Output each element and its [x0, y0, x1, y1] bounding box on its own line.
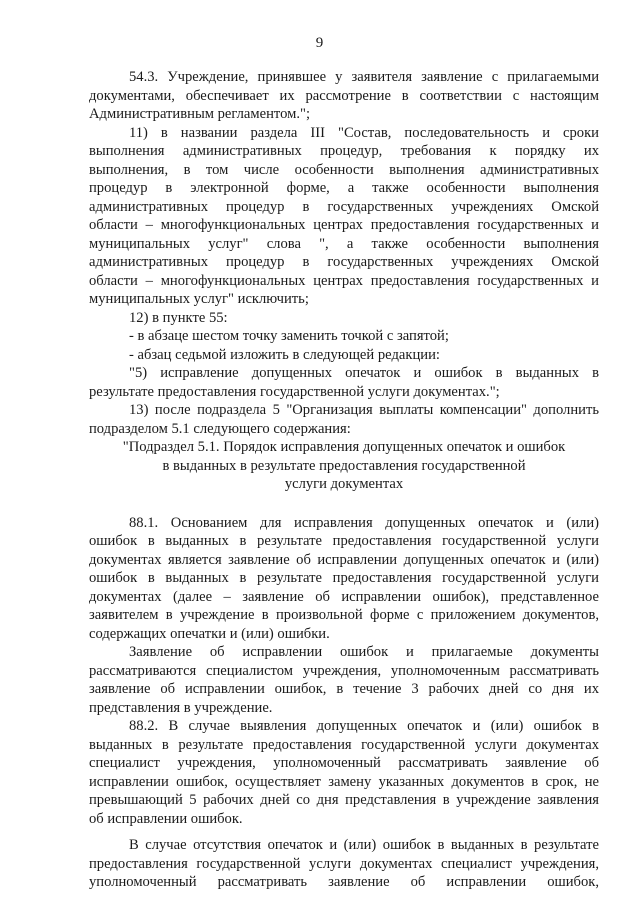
text-line: заявителем в учреждение в произвольной форме с приложением документов,	[89, 607, 599, 623]
text-line: 11) в названии раздела III "Состав, последовательность и сроки	[129, 124, 599, 141]
text-line: заявление об исправлении ошибок, в течение 3 рабочих дней со дня их	[89, 681, 599, 697]
section-gap	[89, 494, 599, 514]
text-line: выданных в результате предоставления государственной услуги документах	[89, 736, 599, 753]
text-line: ошибок в выданных в результате предоставления государственной услуги	[89, 570, 599, 586]
text-line: выполнения административных процедур, требования к порядку их	[89, 143, 599, 159]
text-line: документах (далее – заявление об исправлении ошибок), представленное	[89, 588, 599, 605]
text-line: превышающий 5 рабочих дней со дня представления в учреждение заявления	[89, 792, 599, 808]
text-line: результате предоставления государственной услуги документах.";	[89, 383, 500, 400]
text-line: 54.3. Учреждение, принявшее у заявителя заявление с прилагаемыми	[129, 69, 599, 85]
text-line: специалист учреждения, уполномоченный рассматривать заявление об	[89, 755, 599, 771]
text-line: подразделом 5.1 следующего содержания:	[89, 420, 351, 437]
text-line: Административным регламентом.";	[89, 106, 311, 122]
text-line: муниципальных услуг" слова ", а также особенности выполнения	[89, 235, 599, 252]
subsection-heading-line: "Подраздел 5.1. Порядок исправления допущенных опечаток и ошибок	[122, 439, 566, 455]
text-line: - в абзаце шестом точку заменить точкой с запятой;	[129, 328, 449, 344]
subsection-heading-line: в выданных в результате предоставления государственной	[162, 457, 526, 474]
text-line: выполнения, в том числе особенности выполнения административных	[89, 161, 599, 178]
text-line: исправлении ошибок, осуществляет замену указанных документов в срок, не	[89, 773, 599, 790]
text-line: административных процедур в государственных учреждениях Омской	[89, 198, 599, 215]
text-line: В случае отсутствия опечаток и (или) ошибок в выданных в результате	[129, 837, 599, 853]
text-line: Заявление об исправлении ошибок и прилагаемые документы	[129, 644, 599, 660]
subsection-heading-line: услуги документах	[284, 476, 404, 492]
text-line: административных процедур в государственных учреждениях Омской	[89, 254, 599, 270]
text-line: процедур в электронной форме, а также особенности выполнения	[89, 180, 599, 196]
paragraph-space	[89, 828, 599, 836]
document-body	[89, 68, 599, 892]
text-line: области – многофункциональных центрах предоставления государственных и	[89, 217, 599, 233]
text-line: документах является заявление об исправлении допущенных опечаток и (или)	[89, 551, 599, 568]
text-line: уполномоченный рассматривать заявление об исправлении ошибок,	[89, 874, 599, 890]
text-line: содержащих опечатки и (или) ошибки.	[89, 625, 330, 642]
page-number: 9	[315, 35, 324, 51]
text-line: 88.1. Основанием для исправления допущенных опечаток и (или)	[129, 514, 599, 531]
text-line: ошибок в выданных в результате предоставления государственной услуги	[89, 533, 599, 549]
text-line: области – многофункциональных центрах предоставления государственных и	[89, 272, 599, 289]
text-line: муниципальных услуг" исключить;	[89, 291, 309, 307]
text-line: представления в учреждение.	[89, 699, 273, 716]
text-line: 88.2. В случае выявления допущенных опечаток и (или) ошибок в	[129, 718, 599, 734]
text-line: "5) исправление допущенных опечаток и ошибок в выданных в	[129, 365, 599, 381]
text-line: - абзац седьмой изложить в следующей редакции:	[129, 346, 440, 363]
text-line: рассматриваются специалистом учреждения, уполномоченным рассматривать	[89, 662, 599, 679]
text-line: 12) в пункте 55:	[129, 309, 228, 326]
text-line: об исправлении ошибок.	[89, 810, 243, 827]
text-line: предоставления государственной услуги документах специалист учреждения,	[89, 855, 599, 872]
text-line: 13) после подраздела 5 "Организация выплаты компенсации" дополнить	[129, 402, 599, 418]
text-line: документами, обеспечивает их рассмотрение в соответствии с настоящим	[89, 87, 599, 104]
